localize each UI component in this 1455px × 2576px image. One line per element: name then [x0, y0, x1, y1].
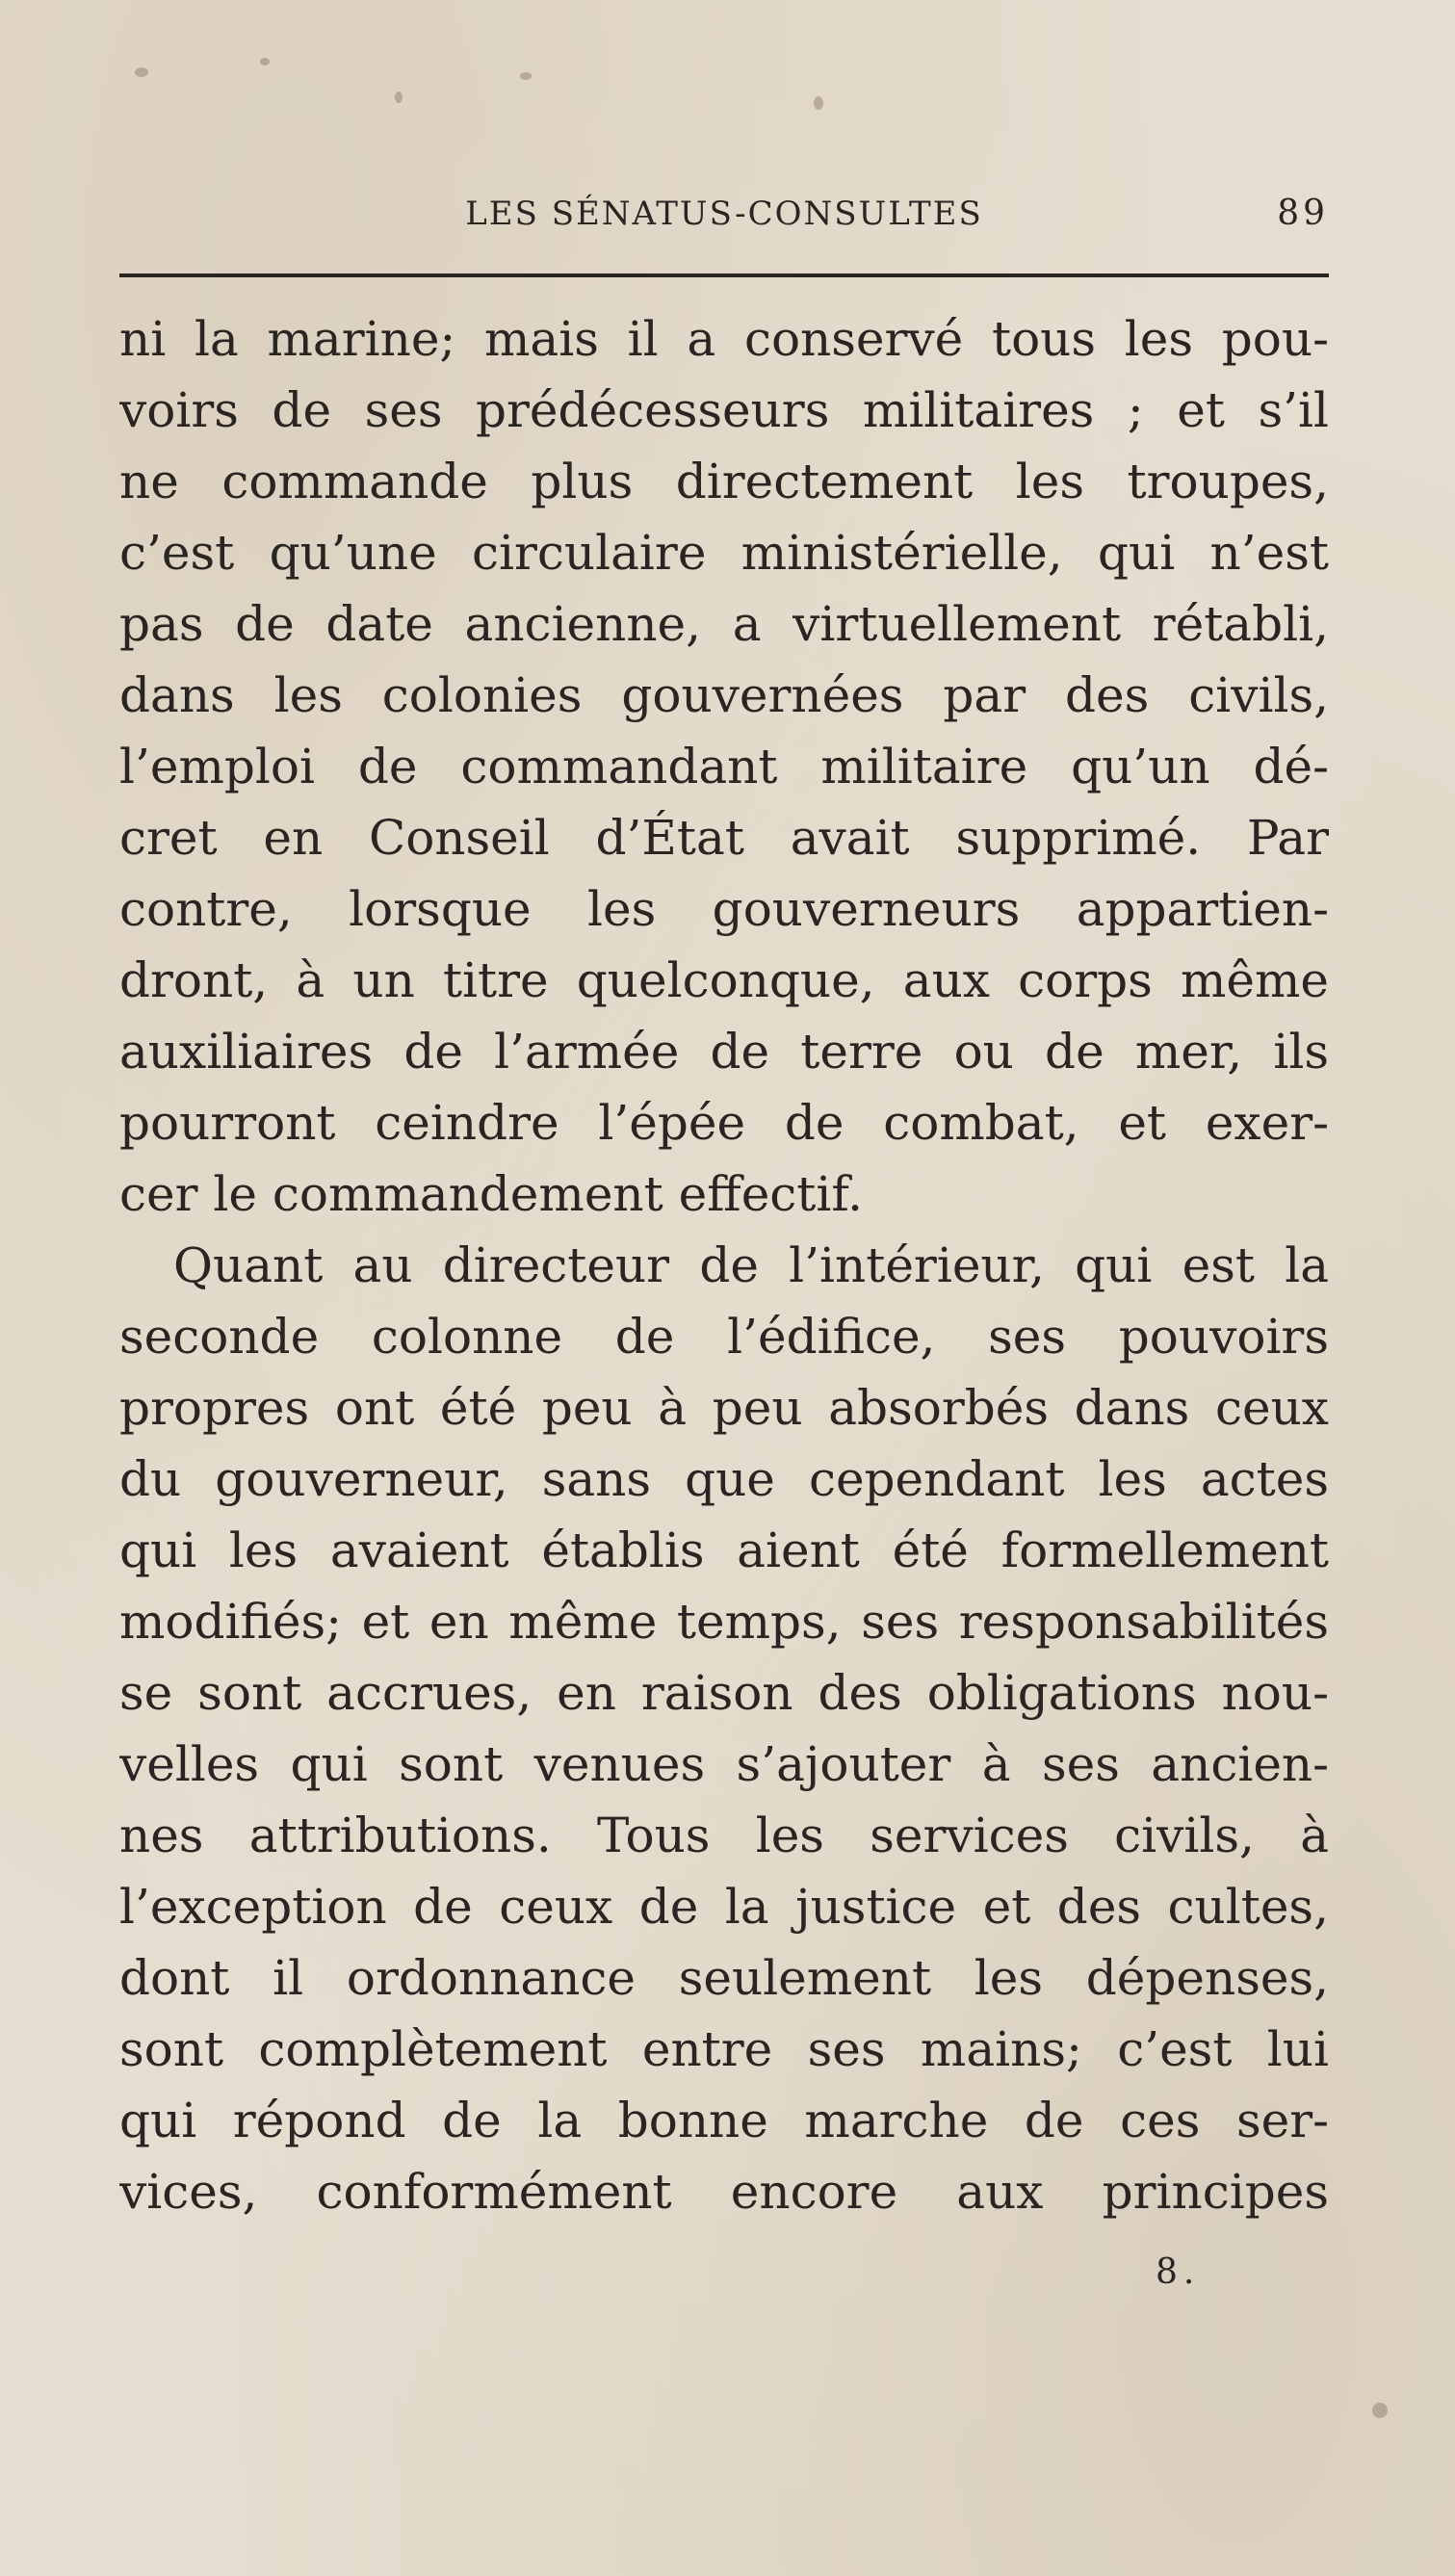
text-line: l’emploi de commandant militaire qu’un dé- [119, 739, 1329, 794]
text-line: vices, conformément encore aux principes [119, 2164, 1329, 2220]
text-line: velles qui sont venues s’ajouter à ses ancien- [119, 1736, 1329, 1792]
header-rule [119, 273, 1329, 277]
text-line: dront, à un titre quelconque, aux corps même [119, 952, 1329, 1008]
text-line: dans les colonies gouvernées par des civils, [119, 667, 1329, 723]
text-line: propres ont été peu à peu absorbés dans ceux [119, 1380, 1329, 1436]
body-text [119, 303, 1329, 2227]
paper-speck [520, 72, 532, 80]
footer [0, 2244, 1455, 2340]
paragraph-first-line: Quant au directeur de l’intérieur, qui est la [173, 1237, 1329, 1293]
text-line: qui les avaient établis aient été formellement [119, 1522, 1329, 1578]
page-number: 89 [1277, 194, 1329, 233]
text-line: sont complètement entre ses mains; c’est lui [119, 2021, 1329, 2077]
paper-speck [1372, 2403, 1388, 2418]
text-line: nes attributions. Tous les services civils, à [119, 1808, 1329, 1863]
text-line: ni la marine; mais il a conservé tous les pou- [119, 311, 1329, 367]
paragraph-last-line: cer le commandement effectif. [119, 1166, 863, 1222]
paper-speck [260, 58, 270, 65]
paper-speck [395, 91, 403, 103]
text-line: voirs de ses prédécesseurs militaires ; et s’il [119, 382, 1329, 438]
signature-mark: 8. [1156, 2252, 1201, 2292]
paper-speck [814, 96, 823, 110]
text-line: du gouverneur, sans que cependant les actes [119, 1451, 1329, 1507]
text-line: pas de date ancienne, a virtuellement rétabli, [119, 596, 1329, 652]
text-line: se sont accrues, en raison des obligations nou- [119, 1665, 1329, 1721]
text-line: auxiliaires de l’armée de terre ou de mer, ils [119, 1024, 1329, 1080]
text-line: l’exception de ceux de la justice et des cultes, [119, 1879, 1329, 1935]
text-line: cret en Conseil d’État avait supprimé. Par [119, 810, 1329, 866]
paper-speck [135, 67, 148, 77]
running-header [119, 187, 1329, 241]
text-line: c’est qu’une circulaire ministérielle, qui n’est [119, 525, 1329, 581]
text-line: ne commande plus directement les troupes, [119, 454, 1329, 509]
text-line: modifiés; et en même temps, ses responsabilités [119, 1594, 1329, 1650]
text-line: seconde colonne de l’édifice, ses pouvoirs [119, 1309, 1329, 1365]
text-line: dont il ordonnance seulement les dépenses, [119, 1950, 1329, 2006]
running-title: LES SÉNATUS-CONSULTES [465, 195, 983, 233]
text-line: pourront ceindre l’épée de combat, et exer- [119, 1095, 1329, 1151]
text-line: qui répond de la bonne marche de ces ser- [119, 2093, 1329, 2148]
text-line: contre, lorsque les gouverneurs appartien- [119, 881, 1329, 937]
